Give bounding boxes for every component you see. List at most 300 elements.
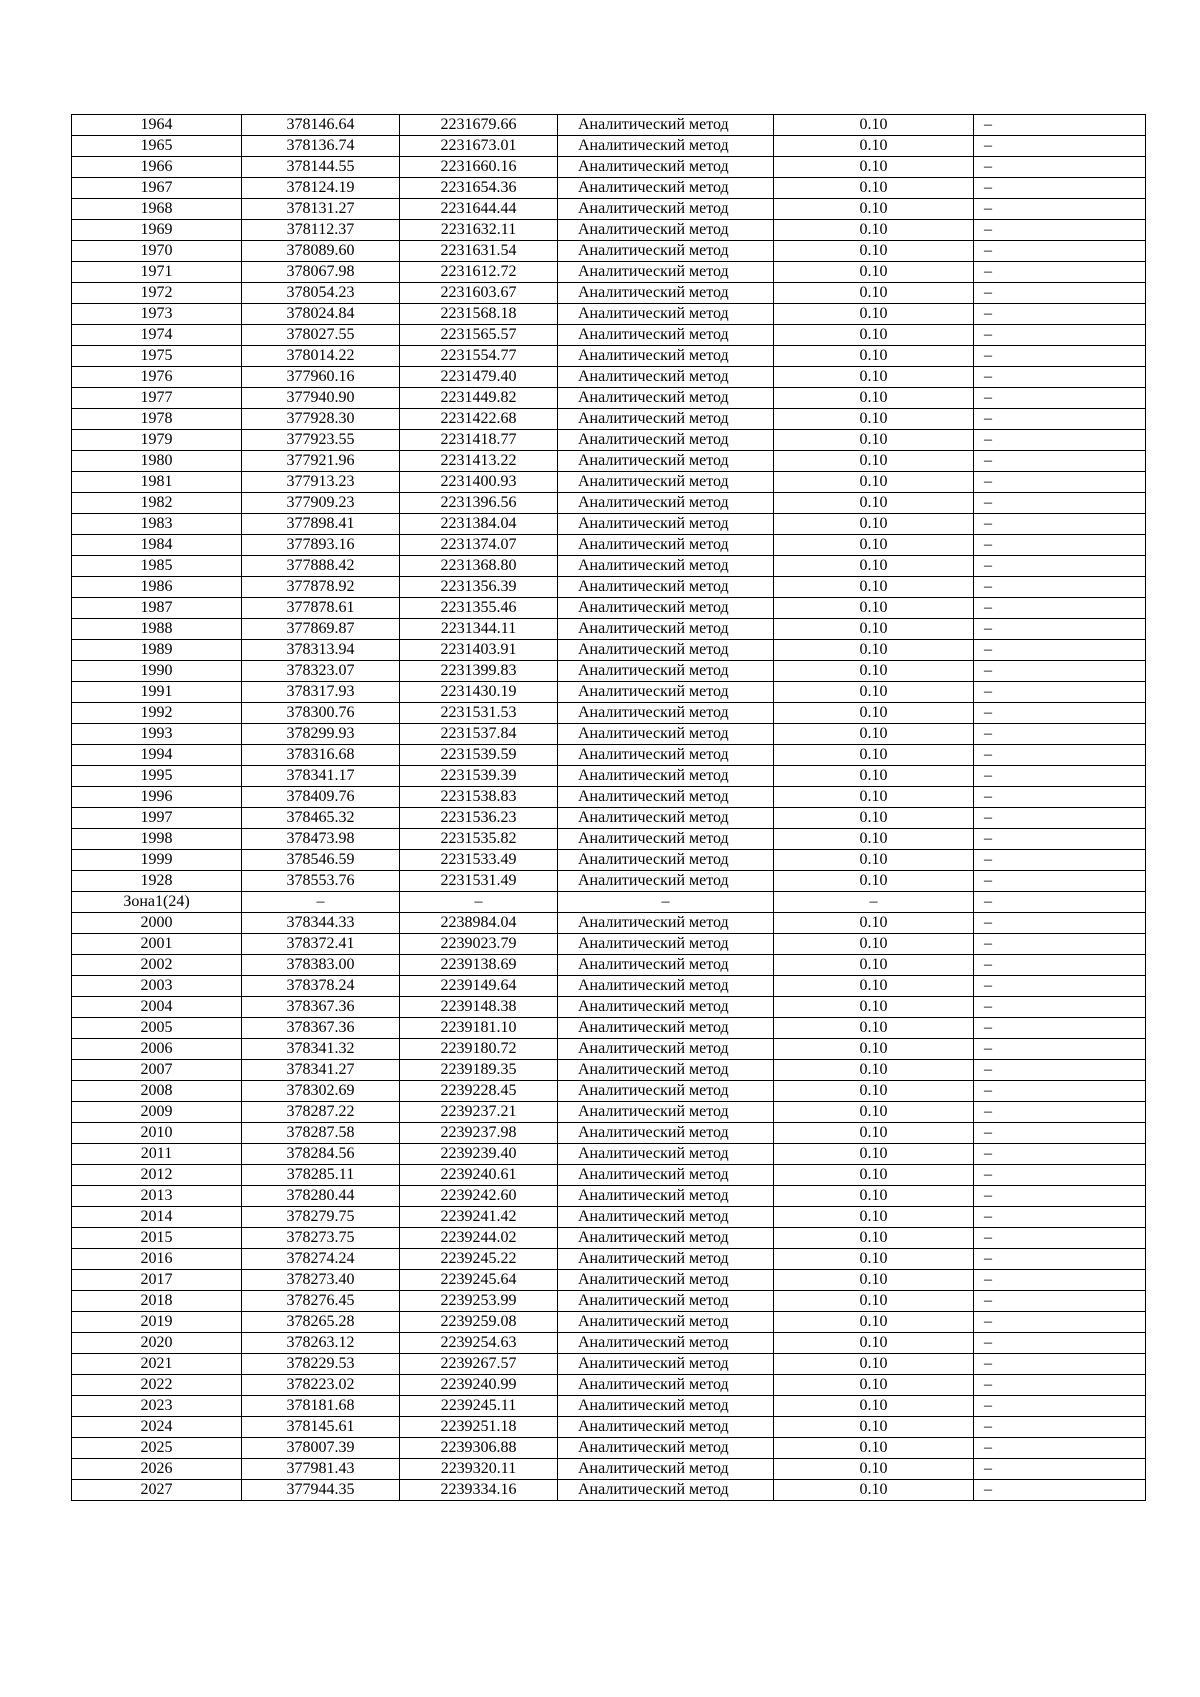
accuracy-cell: 0.10 bbox=[774, 1018, 974, 1039]
accuracy-cell: 0.10 bbox=[774, 724, 974, 745]
method-cell: Аналитический метод bbox=[558, 451, 774, 472]
x-coordinate-cell: 378024.84 bbox=[242, 304, 400, 325]
point-number-cell: 1986 bbox=[72, 577, 242, 598]
accuracy-cell: 0.10 bbox=[774, 199, 974, 220]
x-coordinate-cell: 378367.36 bbox=[242, 997, 400, 1018]
table-row bbox=[72, 766, 1146, 787]
x-coordinate-cell: 378287.58 bbox=[242, 1123, 400, 1144]
note-cell: – bbox=[974, 220, 1146, 241]
note-cell: – bbox=[974, 1081, 1146, 1102]
note-cell: – bbox=[974, 1060, 1146, 1081]
table-row bbox=[72, 871, 1146, 892]
note-cell: – bbox=[974, 493, 1146, 514]
point-number-cell: 2007 bbox=[72, 1060, 242, 1081]
x-coordinate-cell: 377940.90 bbox=[242, 388, 400, 409]
method-cell: – bbox=[558, 892, 774, 913]
accuracy-cell: 0.10 bbox=[774, 304, 974, 325]
table-row bbox=[72, 1417, 1146, 1438]
y-coordinate-cell: 2239259.08 bbox=[400, 1312, 558, 1333]
x-coordinate-cell: 378287.22 bbox=[242, 1102, 400, 1123]
accuracy-cell: 0.10 bbox=[774, 1081, 974, 1102]
table-row bbox=[72, 1228, 1146, 1249]
x-coordinate-cell: 378273.75 bbox=[242, 1228, 400, 1249]
method-cell: Аналитический метод bbox=[558, 976, 774, 997]
y-coordinate-cell: 2231673.01 bbox=[400, 136, 558, 157]
accuracy-cell: 0.10 bbox=[774, 367, 974, 388]
note-cell: – bbox=[974, 1438, 1146, 1459]
method-cell: Аналитический метод bbox=[558, 913, 774, 934]
accuracy-cell: – bbox=[774, 892, 974, 913]
y-coordinate-cell: 2239149.64 bbox=[400, 976, 558, 997]
method-cell: Аналитический метод bbox=[558, 1291, 774, 1312]
table-row bbox=[72, 1480, 1146, 1501]
point-number-cell: 1964 bbox=[72, 115, 242, 136]
table-row bbox=[72, 178, 1146, 199]
table-row bbox=[72, 346, 1146, 367]
note-cell: – bbox=[974, 1312, 1146, 1333]
y-coordinate-cell: 2239189.35 bbox=[400, 1060, 558, 1081]
method-cell: Аналитический метод bbox=[558, 409, 774, 430]
y-coordinate-cell: 2231400.93 bbox=[400, 472, 558, 493]
point-number-cell: 1979 bbox=[72, 430, 242, 451]
accuracy-cell: 0.10 bbox=[774, 388, 974, 409]
table-row bbox=[72, 640, 1146, 661]
note-cell: – bbox=[974, 1228, 1146, 1249]
point-number-cell: 2020 bbox=[72, 1333, 242, 1354]
y-coordinate-cell: 2239254.63 bbox=[400, 1333, 558, 1354]
accuracy-cell: 0.10 bbox=[774, 682, 974, 703]
table-row bbox=[72, 1249, 1146, 1270]
x-coordinate-cell: 378546.59 bbox=[242, 850, 400, 871]
table-row bbox=[72, 409, 1146, 430]
note-cell: – bbox=[974, 367, 1146, 388]
note-cell: – bbox=[974, 703, 1146, 724]
accuracy-cell: 0.10 bbox=[774, 1165, 974, 1186]
y-coordinate-cell: 2239148.38 bbox=[400, 997, 558, 1018]
x-coordinate-cell: 378067.98 bbox=[242, 262, 400, 283]
note-cell: – bbox=[974, 283, 1146, 304]
x-coordinate-cell: 378300.76 bbox=[242, 703, 400, 724]
accuracy-cell: 0.10 bbox=[774, 514, 974, 535]
x-coordinate-cell: 378473.98 bbox=[242, 829, 400, 850]
x-coordinate-cell: 377909.23 bbox=[242, 493, 400, 514]
point-number-cell: 2004 bbox=[72, 997, 242, 1018]
x-coordinate-cell: 378273.40 bbox=[242, 1270, 400, 1291]
point-number-cell: 1999 bbox=[72, 850, 242, 871]
table-row bbox=[72, 1060, 1146, 1081]
table-row bbox=[72, 1039, 1146, 1060]
table-row bbox=[72, 892, 1146, 913]
y-coordinate-cell: 2231356.39 bbox=[400, 577, 558, 598]
y-coordinate-cell: 2231554.77 bbox=[400, 346, 558, 367]
method-cell: Аналитический метод bbox=[558, 367, 774, 388]
accuracy-cell: 0.10 bbox=[774, 766, 974, 787]
accuracy-cell: 0.10 bbox=[774, 913, 974, 934]
point-number-cell: 2003 bbox=[72, 976, 242, 997]
x-coordinate-cell: 378409.76 bbox=[242, 787, 400, 808]
note-cell: – bbox=[974, 913, 1146, 934]
table-row bbox=[72, 1459, 1146, 1480]
table-row bbox=[72, 787, 1146, 808]
accuracy-cell: 0.10 bbox=[774, 829, 974, 850]
y-coordinate-cell: 2231679.66 bbox=[400, 115, 558, 136]
y-coordinate-cell: 2231531.49 bbox=[400, 871, 558, 892]
table-row bbox=[72, 136, 1146, 157]
point-number-cell: 2018 bbox=[72, 1291, 242, 1312]
y-coordinate-cell: 2231654.36 bbox=[400, 178, 558, 199]
y-coordinate-cell: 2239245.11 bbox=[400, 1396, 558, 1417]
y-coordinate-cell: 2239245.64 bbox=[400, 1270, 558, 1291]
method-cell: Аналитический метод bbox=[558, 178, 774, 199]
point-number-cell: 1985 bbox=[72, 556, 242, 577]
table-row bbox=[72, 367, 1146, 388]
point-number-cell: 1971 bbox=[72, 262, 242, 283]
y-coordinate-cell: 2239240.61 bbox=[400, 1165, 558, 1186]
method-cell: Аналитический метод bbox=[558, 262, 774, 283]
table-row bbox=[72, 1123, 1146, 1144]
y-coordinate-cell: 2231430.19 bbox=[400, 682, 558, 703]
y-coordinate-cell: 2231368.80 bbox=[400, 556, 558, 577]
table-row bbox=[72, 1144, 1146, 1165]
note-cell: – bbox=[974, 535, 1146, 556]
point-number-cell: 1976 bbox=[72, 367, 242, 388]
method-cell: Аналитический метод bbox=[558, 640, 774, 661]
x-coordinate-cell: 377878.92 bbox=[242, 577, 400, 598]
note-cell: – bbox=[974, 892, 1146, 913]
note-cell: – bbox=[974, 1333, 1146, 1354]
y-coordinate-cell: 2231374.07 bbox=[400, 535, 558, 556]
method-cell: Аналитический метод bbox=[558, 703, 774, 724]
note-cell: – bbox=[974, 1459, 1146, 1480]
y-coordinate-cell: 2239237.21 bbox=[400, 1102, 558, 1123]
method-cell: Аналитический метод bbox=[558, 955, 774, 976]
point-number-cell: 1972 bbox=[72, 283, 242, 304]
x-coordinate-cell: 377944.35 bbox=[242, 1480, 400, 1501]
table-row bbox=[72, 262, 1146, 283]
accuracy-cell: 0.10 bbox=[774, 640, 974, 661]
x-coordinate-cell: 378323.07 bbox=[242, 661, 400, 682]
method-cell: Аналитический метод bbox=[558, 241, 774, 262]
x-coordinate-cell: 378341.27 bbox=[242, 1060, 400, 1081]
note-cell: – bbox=[974, 346, 1146, 367]
x-coordinate-cell: 377923.55 bbox=[242, 430, 400, 451]
note-cell: – bbox=[974, 598, 1146, 619]
accuracy-cell: 0.10 bbox=[774, 1102, 974, 1123]
x-coordinate-cell: 378299.93 bbox=[242, 724, 400, 745]
note-cell: – bbox=[974, 514, 1146, 535]
note-cell: – bbox=[974, 115, 1146, 136]
point-number-cell: 1970 bbox=[72, 241, 242, 262]
point-number-cell: 2019 bbox=[72, 1312, 242, 1333]
point-number-cell: 2010 bbox=[72, 1123, 242, 1144]
point-number-cell: 1984 bbox=[72, 535, 242, 556]
accuracy-cell: 0.10 bbox=[774, 1144, 974, 1165]
point-number-cell: 2025 bbox=[72, 1438, 242, 1459]
x-coordinate-cell: 377898.41 bbox=[242, 514, 400, 535]
x-coordinate-cell: 377928.30 bbox=[242, 409, 400, 430]
note-cell: – bbox=[974, 430, 1146, 451]
note-cell: – bbox=[974, 661, 1146, 682]
point-number-cell: 1966 bbox=[72, 157, 242, 178]
accuracy-cell: 0.10 bbox=[774, 598, 974, 619]
method-cell: Аналитический метод bbox=[558, 1165, 774, 1186]
accuracy-cell: 0.10 bbox=[774, 976, 974, 997]
note-cell: – bbox=[974, 1102, 1146, 1123]
x-coordinate-cell: 378553.76 bbox=[242, 871, 400, 892]
accuracy-cell: 0.10 bbox=[774, 871, 974, 892]
point-number-cell: 2017 bbox=[72, 1270, 242, 1291]
accuracy-cell: 0.10 bbox=[774, 1438, 974, 1459]
accuracy-cell: 0.10 bbox=[774, 430, 974, 451]
accuracy-cell: 0.10 bbox=[774, 955, 974, 976]
x-coordinate-cell: 378274.24 bbox=[242, 1249, 400, 1270]
method-cell: Аналитический метод bbox=[558, 1228, 774, 1249]
point-number-cell: 1980 bbox=[72, 451, 242, 472]
y-coordinate-cell: – bbox=[400, 892, 558, 913]
accuracy-cell: 0.10 bbox=[774, 325, 974, 346]
method-cell: Аналитический метод bbox=[558, 745, 774, 766]
x-coordinate-cell: 378317.93 bbox=[242, 682, 400, 703]
table-row bbox=[72, 451, 1146, 472]
note-cell: – bbox=[974, 1039, 1146, 1060]
y-coordinate-cell: 2239181.10 bbox=[400, 1018, 558, 1039]
x-coordinate-cell: 378263.12 bbox=[242, 1333, 400, 1354]
accuracy-cell: 0.10 bbox=[774, 1228, 974, 1249]
accuracy-cell: 0.10 bbox=[774, 1123, 974, 1144]
method-cell: Аналитический метод bbox=[558, 1438, 774, 1459]
table-row bbox=[72, 808, 1146, 829]
method-cell: Аналитический метод bbox=[558, 997, 774, 1018]
x-coordinate-cell: 378344.33 bbox=[242, 913, 400, 934]
accuracy-cell: 0.10 bbox=[774, 934, 974, 955]
table-row bbox=[72, 976, 1146, 997]
point-number-cell: 1978 bbox=[72, 409, 242, 430]
x-coordinate-cell: 378284.56 bbox=[242, 1144, 400, 1165]
accuracy-cell: 0.10 bbox=[774, 556, 974, 577]
method-cell: Аналитический метод bbox=[558, 682, 774, 703]
x-coordinate-cell: 378372.41 bbox=[242, 934, 400, 955]
table-row bbox=[72, 514, 1146, 535]
x-coordinate-cell: 378136.74 bbox=[242, 136, 400, 157]
accuracy-cell: 0.10 bbox=[774, 262, 974, 283]
note-cell: – bbox=[974, 850, 1146, 871]
table-row bbox=[72, 1270, 1146, 1291]
accuracy-cell: 0.10 bbox=[774, 136, 974, 157]
table-row bbox=[72, 1354, 1146, 1375]
x-coordinate-cell: 378313.94 bbox=[242, 640, 400, 661]
accuracy-cell: 0.10 bbox=[774, 850, 974, 871]
table-row bbox=[72, 220, 1146, 241]
method-cell: Аналитический метод bbox=[558, 1312, 774, 1333]
y-coordinate-cell: 2239138.69 bbox=[400, 955, 558, 976]
table-row bbox=[72, 304, 1146, 325]
table-row bbox=[72, 913, 1146, 934]
y-coordinate-cell: 2231355.46 bbox=[400, 598, 558, 619]
note-cell: – bbox=[974, 1375, 1146, 1396]
accuracy-cell: 0.10 bbox=[774, 808, 974, 829]
accuracy-cell: 0.10 bbox=[774, 1480, 974, 1501]
point-number-cell: 2001 bbox=[72, 934, 242, 955]
table-row bbox=[72, 430, 1146, 451]
x-coordinate-cell: 378465.32 bbox=[242, 808, 400, 829]
method-cell: Аналитический метод bbox=[558, 1354, 774, 1375]
method-cell: Аналитический метод bbox=[558, 472, 774, 493]
method-cell: Аналитический метод bbox=[558, 220, 774, 241]
accuracy-cell: 0.10 bbox=[774, 472, 974, 493]
accuracy-cell: 0.10 bbox=[774, 1270, 974, 1291]
point-number-cell: 2024 bbox=[72, 1417, 242, 1438]
x-coordinate-cell: 378367.36 bbox=[242, 1018, 400, 1039]
accuracy-cell: 0.10 bbox=[774, 493, 974, 514]
note-cell: – bbox=[974, 1291, 1146, 1312]
point-number-cell: 2016 bbox=[72, 1249, 242, 1270]
coordinates-table bbox=[71, 114, 1146, 1501]
accuracy-cell: 0.10 bbox=[774, 577, 974, 598]
note-cell: – bbox=[974, 136, 1146, 157]
y-coordinate-cell: 2239239.40 bbox=[400, 1144, 558, 1165]
table-row bbox=[72, 1102, 1146, 1123]
y-coordinate-cell: 2231536.23 bbox=[400, 808, 558, 829]
note-cell: – bbox=[974, 241, 1146, 262]
x-coordinate-cell: 378124.19 bbox=[242, 178, 400, 199]
note-cell: – bbox=[974, 1207, 1146, 1228]
x-coordinate-cell: 378285.11 bbox=[242, 1165, 400, 1186]
point-number-cell: 1928 bbox=[72, 871, 242, 892]
point-number-cell: 2026 bbox=[72, 1459, 242, 1480]
note-cell: – bbox=[974, 976, 1146, 997]
y-coordinate-cell: 2231612.72 bbox=[400, 262, 558, 283]
x-coordinate-cell: 378145.61 bbox=[242, 1417, 400, 1438]
x-coordinate-cell: 377869.87 bbox=[242, 619, 400, 640]
x-coordinate-cell: 378223.02 bbox=[242, 1375, 400, 1396]
method-cell: Аналитический метод bbox=[558, 1417, 774, 1438]
x-coordinate-cell: 378378.24 bbox=[242, 976, 400, 997]
point-number-cell: 2013 bbox=[72, 1186, 242, 1207]
method-cell: Аналитический метод bbox=[558, 934, 774, 955]
method-cell: Аналитический метод bbox=[558, 1270, 774, 1291]
note-cell: – bbox=[974, 682, 1146, 703]
note-cell: – bbox=[974, 766, 1146, 787]
y-coordinate-cell: 2231396.56 bbox=[400, 493, 558, 514]
point-number-cell: 1977 bbox=[72, 388, 242, 409]
table-row bbox=[72, 829, 1146, 850]
note-cell: – bbox=[974, 745, 1146, 766]
accuracy-cell: 0.10 bbox=[774, 535, 974, 556]
x-coordinate-cell: 378007.39 bbox=[242, 1438, 400, 1459]
method-cell: Аналитический метод bbox=[558, 514, 774, 535]
method-cell: Аналитический метод bbox=[558, 493, 774, 514]
accuracy-cell: 0.10 bbox=[774, 661, 974, 682]
accuracy-cell: 0.10 bbox=[774, 157, 974, 178]
point-number-cell: 1993 bbox=[72, 724, 242, 745]
note-cell: – bbox=[974, 1249, 1146, 1270]
note-cell: – bbox=[974, 787, 1146, 808]
point-number-cell: 1994 bbox=[72, 745, 242, 766]
table-row bbox=[72, 850, 1146, 871]
method-cell: Аналитический метод bbox=[558, 1060, 774, 1081]
table-row bbox=[72, 1018, 1146, 1039]
x-coordinate-cell: 378341.17 bbox=[242, 766, 400, 787]
y-coordinate-cell: 2231533.49 bbox=[400, 850, 558, 871]
table-row bbox=[72, 724, 1146, 745]
method-cell: Аналитический метод bbox=[558, 346, 774, 367]
note-cell: – bbox=[974, 619, 1146, 640]
method-cell: Аналитический метод bbox=[558, 724, 774, 745]
method-cell: Аналитический метод bbox=[558, 1123, 774, 1144]
y-coordinate-cell: 2231644.44 bbox=[400, 199, 558, 220]
x-coordinate-cell: 377878.61 bbox=[242, 598, 400, 619]
x-coordinate-cell: 378302.69 bbox=[242, 1081, 400, 1102]
point-number-cell: 1975 bbox=[72, 346, 242, 367]
y-coordinate-cell: 2239242.60 bbox=[400, 1186, 558, 1207]
table-row bbox=[72, 703, 1146, 724]
y-coordinate-cell: 2231344.11 bbox=[400, 619, 558, 640]
method-cell: Аналитический метод bbox=[558, 388, 774, 409]
note-cell: – bbox=[974, 262, 1146, 283]
accuracy-cell: 0.10 bbox=[774, 997, 974, 1018]
note-cell: – bbox=[974, 325, 1146, 346]
y-coordinate-cell: 2231565.57 bbox=[400, 325, 558, 346]
y-coordinate-cell: 2239240.99 bbox=[400, 1375, 558, 1396]
accuracy-cell: 0.10 bbox=[774, 1375, 974, 1396]
note-cell: – bbox=[974, 1123, 1146, 1144]
table-row bbox=[72, 934, 1146, 955]
point-number-cell: 1982 bbox=[72, 493, 242, 514]
y-coordinate-cell: 2231413.22 bbox=[400, 451, 558, 472]
method-cell: Аналитический метод bbox=[558, 157, 774, 178]
y-coordinate-cell: 2231660.16 bbox=[400, 157, 558, 178]
accuracy-cell: 0.10 bbox=[774, 220, 974, 241]
point-number-cell: 2000 bbox=[72, 913, 242, 934]
method-cell: Аналитический метод bbox=[558, 1480, 774, 1501]
accuracy-cell: 0.10 bbox=[774, 115, 974, 136]
x-coordinate-cell: 377981.43 bbox=[242, 1459, 400, 1480]
accuracy-cell: 0.10 bbox=[774, 241, 974, 262]
point-number-cell: 1996 bbox=[72, 787, 242, 808]
note-cell: – bbox=[974, 1270, 1146, 1291]
point-number-cell: 1983 bbox=[72, 514, 242, 535]
note-cell: – bbox=[974, 577, 1146, 598]
point-number-cell: 1969 bbox=[72, 220, 242, 241]
table-row bbox=[72, 157, 1146, 178]
method-cell: Аналитический метод bbox=[558, 1081, 774, 1102]
note-cell: – bbox=[974, 1144, 1146, 1165]
y-coordinate-cell: 2231568.18 bbox=[400, 304, 558, 325]
y-coordinate-cell: 2239245.22 bbox=[400, 1249, 558, 1270]
y-coordinate-cell: 2239180.72 bbox=[400, 1039, 558, 1060]
note-cell: – bbox=[974, 724, 1146, 745]
method-cell: Аналитический метод bbox=[558, 850, 774, 871]
point-number-cell: 1998 bbox=[72, 829, 242, 850]
method-cell: Аналитический метод bbox=[558, 1102, 774, 1123]
y-coordinate-cell: 2239251.18 bbox=[400, 1417, 558, 1438]
method-cell: Аналитический метод bbox=[558, 325, 774, 346]
point-number-cell: 1987 bbox=[72, 598, 242, 619]
x-coordinate-cell: 378280.44 bbox=[242, 1186, 400, 1207]
accuracy-cell: 0.10 bbox=[774, 283, 974, 304]
method-cell: Аналитический метод bbox=[558, 766, 774, 787]
method-cell: Аналитический метод bbox=[558, 304, 774, 325]
method-cell: Аналитический метод bbox=[558, 787, 774, 808]
y-coordinate-cell: 2231422.68 bbox=[400, 409, 558, 430]
note-cell: – bbox=[974, 409, 1146, 430]
point-number-cell: 2002 bbox=[72, 955, 242, 976]
y-coordinate-cell: 2231631.54 bbox=[400, 241, 558, 262]
accuracy-cell: 0.10 bbox=[774, 346, 974, 367]
point-number-cell: 1995 bbox=[72, 766, 242, 787]
table-row bbox=[72, 388, 1146, 409]
x-coordinate-cell: 377888.42 bbox=[242, 556, 400, 577]
